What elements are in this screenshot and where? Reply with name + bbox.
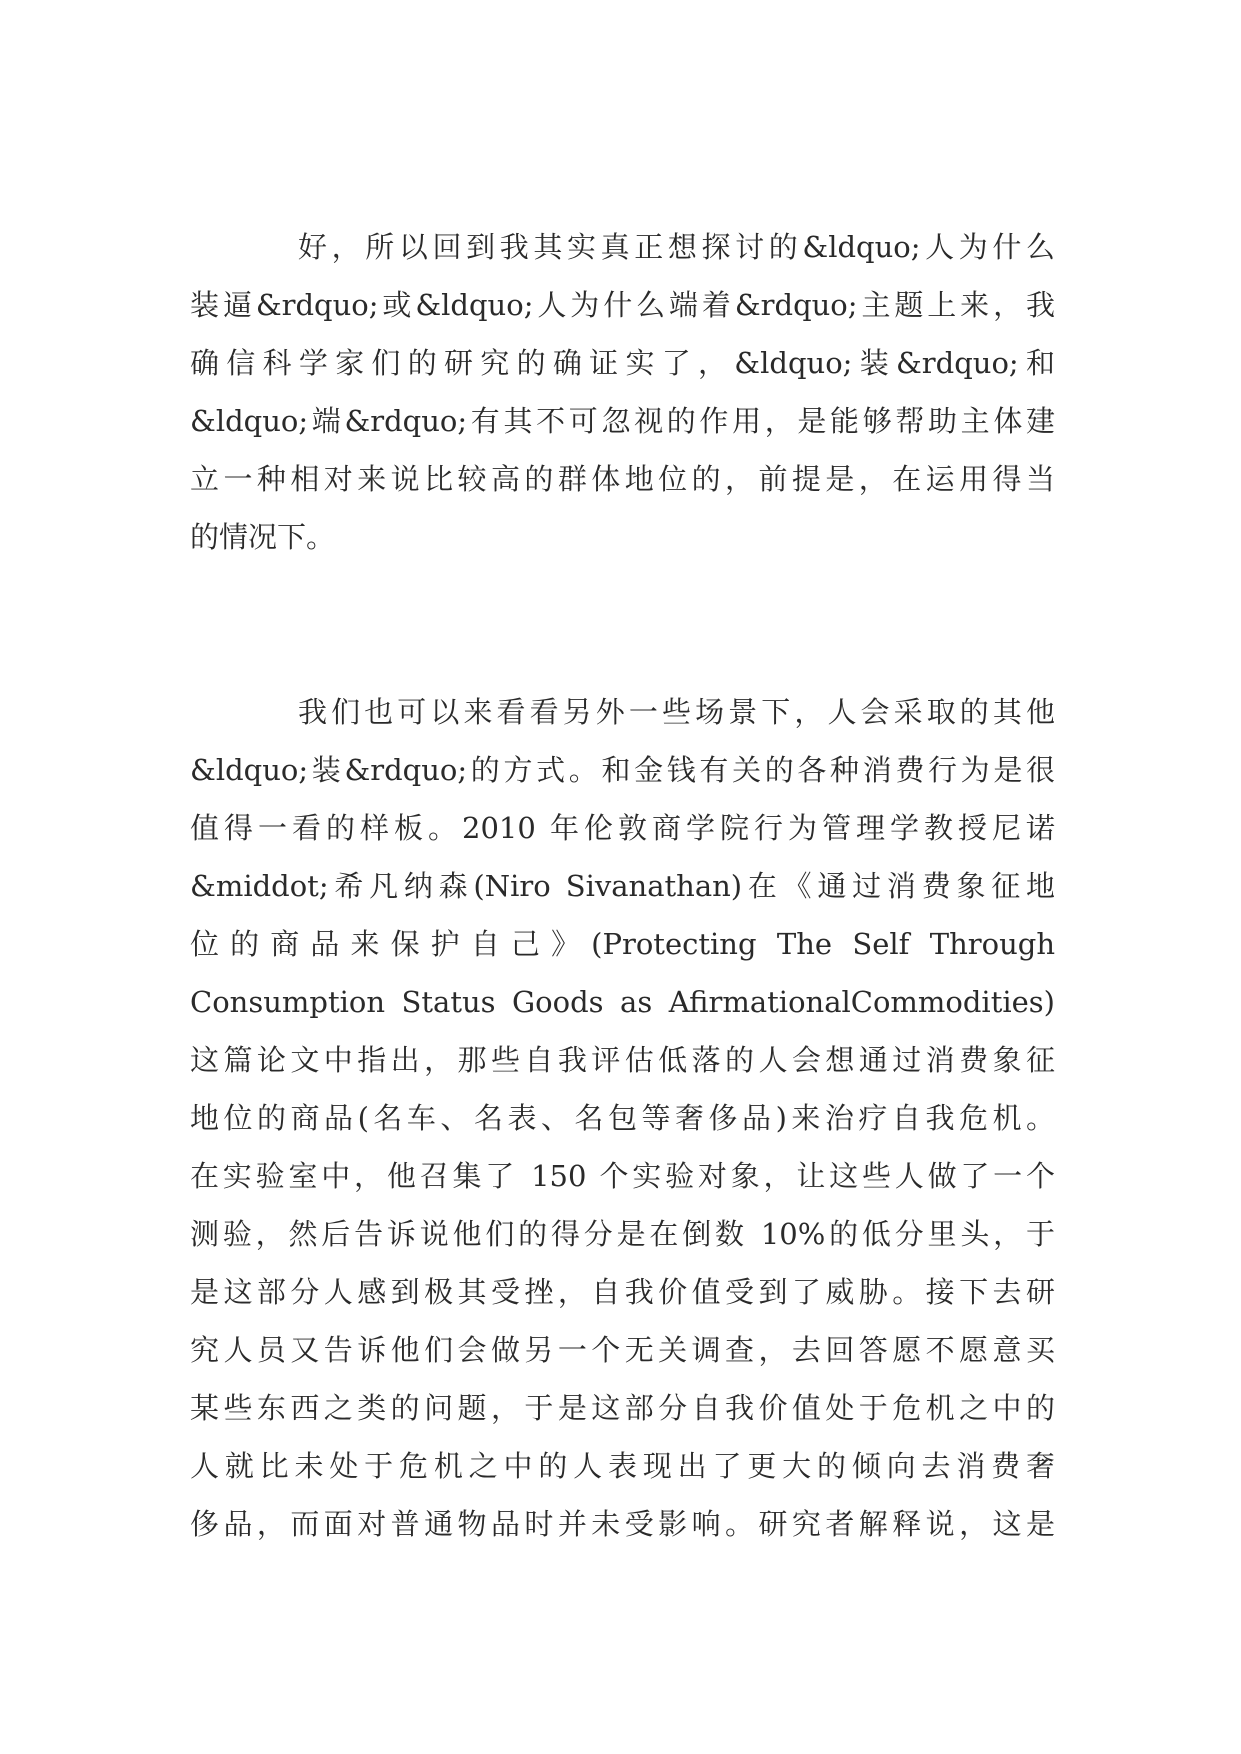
text-line: &ldquo;端&rdquo;有其不可忽视的作用，是能够帮助主体建: [190, 404, 1055, 438]
paragraph-2: [190, 683, 1055, 1553]
paragraph-1: [190, 218, 1055, 566]
text-line: 侈品，而面对普通物品时并未受影响。研究者解释说，这是: [190, 1507, 1055, 1541]
text-line: 确信科学家们的研究的确证实了，&ldquo;装&rdquo;和: [190, 346, 1055, 380]
text-line: 这篇论文中指出，那些自我评估低落的人会想通过消费象征: [190, 1043, 1055, 1077]
text-line: 某些东西之类的问题，于是这部分自我价值处于危机之中的: [190, 1391, 1055, 1425]
text-line: 位的商品来保护自己》(Protecting The Self Through: [190, 927, 1055, 961]
text-line: 值得一看的样板。2010 年伦敦商学院行为管理学教授尼诺: [190, 811, 1055, 845]
text-line: 立一种相对来说比较高的群体地位的，前提是，在运用得当: [190, 462, 1055, 496]
text-line: 人就比未处于危机之中的人表现出了更大的倾向去消费奢: [190, 1449, 1055, 1483]
text-line: 装逼&rdquo;或&ldquo;人为什么端着&rdquo;主题上来，我: [190, 288, 1055, 322]
text-line: Consumption Status Goods as AfirmationalCommodities): [190, 985, 1055, 1019]
text-line: 地位的商品(名车、名表、名包等奢侈品)来治疗自我危机。: [190, 1101, 1055, 1135]
text-line: 究人员又告诉他们会做另一个无关调查，去回答愿不愿意买: [190, 1333, 1055, 1367]
text-line: 在实验室中，他召集了 150 个实验对象，让这些人做了一个: [190, 1159, 1055, 1193]
text-line: 好，所以回到我其实真正想探讨的&ldquo;人为什么: [298, 230, 1055, 264]
text-line: &ldquo;装&rdquo;的方式。和金钱有关的各种消费行为是很: [190, 753, 1055, 787]
text-line: &middot;希凡纳森(Niro Sivanathan)在《通过消费象征地: [190, 869, 1055, 903]
text-line: 的情况下。: [190, 520, 336, 554]
text-line: 我们也可以来看看另外一些场景下，人会采取的其他: [298, 695, 1055, 729]
text-line: 是这部分人感到极其受挫，自我价值受到了威胁。接下去研: [190, 1275, 1055, 1309]
text-line: 测验，然后告诉说他们的得分是在倒数 10%的低分里头，于: [190, 1217, 1055, 1251]
